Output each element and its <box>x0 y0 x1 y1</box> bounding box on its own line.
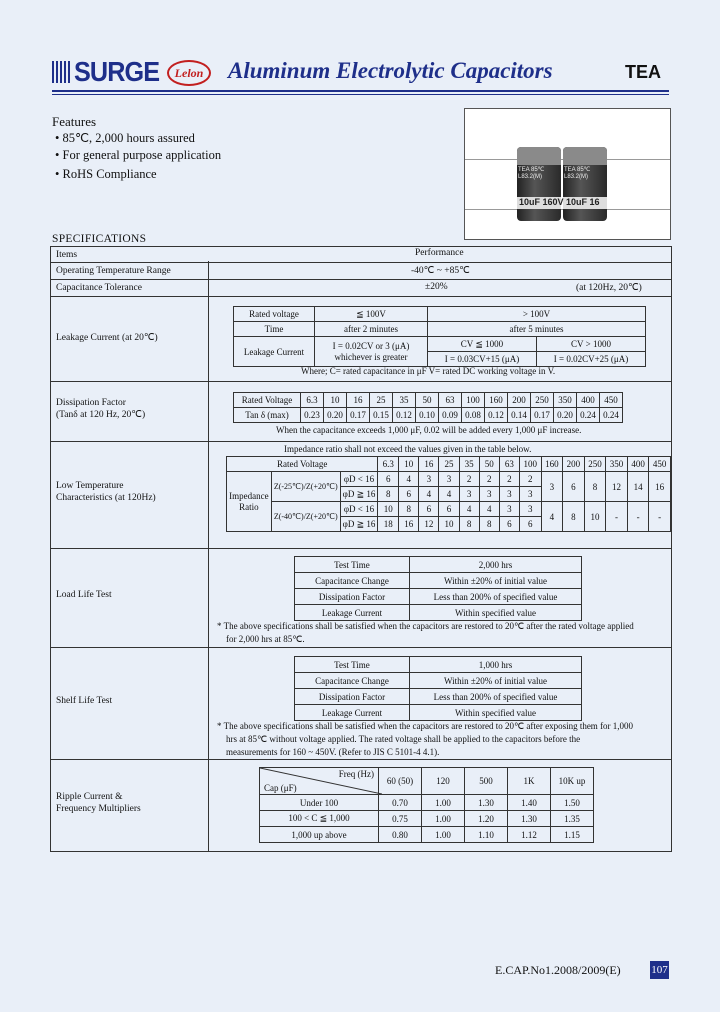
leakage-label: Leakage Current (at 20℃) <box>56 333 158 343</box>
table-cell: 0.08 <box>462 408 485 423</box>
table-cell: 10 <box>378 502 399 517</box>
cap-tol-condition: (at 120Hz, 20℃) <box>576 283 642 293</box>
load-life-note: * The above specifications shall be satisfied when the capacitors are restored to 20℃ after the rated voltage applied <box>217 621 634 631</box>
low-temp-label: Low Temperature <box>56 481 124 491</box>
shelf-life-table <box>294 656 582 721</box>
table-cell: 100 <box>462 393 485 408</box>
table-cell: - <box>606 502 628 532</box>
table-cell: 8 <box>399 502 419 517</box>
table-cell: Capacitance Change <box>295 573 410 589</box>
table-cell: 0.20 <box>554 408 577 423</box>
table-cell: 0.70 <box>379 795 422 811</box>
table-cell: 8 <box>479 517 499 532</box>
table-cell: - <box>649 502 671 532</box>
table-cell: 3 <box>519 487 541 502</box>
table-cell: 1.15 <box>551 827 594 843</box>
table-cell: 350 <box>606 457 628 472</box>
table-cell: 6 <box>378 472 399 487</box>
table-cell: 450 <box>600 393 623 408</box>
table-cell: 0.23 <box>301 408 324 423</box>
table-row <box>295 657 582 673</box>
table-cell: 2,000 hrs <box>410 557 582 573</box>
table-cell: 35 <box>459 457 479 472</box>
shelf-life-note: * The above specifications shall be satisfied when the capacitors are restored to 20℃ after exposing them for 1,000 <box>217 721 634 731</box>
table-cell: 0.12 <box>393 408 416 423</box>
table-cell: 1.10 <box>465 827 508 843</box>
table-cell: 1.12 <box>508 827 551 843</box>
shelf-life-note: measurements for 160 ~ 450V. (Refer to JIS C 5101-4 4.1). <box>226 747 440 757</box>
feature-item: • RoHS Compliance <box>55 167 157 181</box>
table-cell: Dissipation Factor <box>295 589 410 605</box>
table-cell: 1.00 <box>422 811 465 827</box>
table-cell: 2 <box>519 472 541 487</box>
table-cell: 18 <box>378 517 399 532</box>
capacitor-image: TEA 85℃ L83.2(M) <box>563 147 607 221</box>
table-cell: 350 <box>554 393 577 408</box>
table-cell: 1.30 <box>465 795 508 811</box>
table-cell: 6 <box>419 502 439 517</box>
col-items: Items <box>56 250 78 260</box>
table-cell: 63 <box>499 457 519 472</box>
low-temp-intro: Impedance ratio shall not exceed the values given in the table below. <box>284 444 532 454</box>
table-cell: 400 <box>577 393 600 408</box>
table-cell: 16 <box>649 472 671 502</box>
shelf-life-note: hrs at 85℃ without voltage applied. The rated voltage shall be applied to the capacitors before the <box>226 734 581 744</box>
lelon-logo: Lelon <box>167 60 211 86</box>
table-cell: 4 <box>399 472 419 487</box>
table-cell: 2 <box>459 472 479 487</box>
table-cell: 400 <box>627 457 649 472</box>
page-title: Aluminum Electrolytic Capacitors <box>228 58 553 83</box>
table-cell: Less than 200% of specified value <box>410 689 582 705</box>
table-cell: 100 < C ≦ 1,000 <box>260 811 379 827</box>
table-cell: 3 <box>541 472 563 502</box>
table-cell: 0.80 <box>379 827 422 843</box>
table-cell: Leakage Current <box>295 605 410 621</box>
leakage-table: Rated voltage ≦ 100V > 100V Time after 2 minutes after 5 minutes Leakage Current I = 0.02CV or 3 (μA) whichever is greater CV ≦ 1000 CV > 1000 I = 0.03CV+15 (μA) I = 0.02CV+25 (μA) <box>233 306 646 367</box>
spec-table <box>50 246 672 852</box>
table-cell: 1.20 <box>465 811 508 827</box>
table-cell: Leakage Current <box>295 705 410 721</box>
cap-tol-value: ±20% <box>425 282 448 292</box>
table-cell: Test Time <box>295 657 410 673</box>
table-cell: 0.14 <box>508 408 531 423</box>
table-cell: 6 <box>439 502 459 517</box>
table-cell: 12 <box>419 517 439 532</box>
table-cell: Under 100 <box>260 795 379 811</box>
table-cell: 2 <box>499 472 519 487</box>
load-life-note: for 2,000 hrs at 85℃. <box>226 634 305 644</box>
table-cell: 250 <box>531 393 554 408</box>
ripple-table: Freq (Hz) Cap (μF) 60 (50) 120 500 1K 10K up Under 100 0.70 1.00 1.30 1.40 1.50 100 < C ≦ 1,000 0.75 1.00 1.20 1.30 1.35 1,000 up above 0.80 1.00 1.10 1.12 1.15 <box>259 767 594 843</box>
table-cell: 6 <box>519 517 541 532</box>
table-cell: 16 <box>419 457 439 472</box>
table-cell: 0.10 <box>416 408 439 423</box>
table-cell: 1.30 <box>508 811 551 827</box>
table-cell: 8 <box>378 487 399 502</box>
table-row <box>295 557 582 573</box>
table-cell: 1,000 hrs <box>410 657 582 673</box>
table-cell: 160 <box>541 457 563 472</box>
table-cell: Less than 200% of specified value <box>410 589 582 605</box>
table-cell: 3 <box>499 502 519 517</box>
features-title: Features <box>52 114 97 129</box>
table-row <box>260 827 594 843</box>
feature-item: • For general purpose application <box>55 148 222 162</box>
table-cell: Dissipation Factor <box>295 689 410 705</box>
table-row <box>295 605 582 621</box>
brand-logo: SURGE <box>74 56 160 87</box>
dissipation-note: When the capacitance exceeds 1,000 μF, 0.02 will be added every 1,000 μF increase. <box>276 425 582 435</box>
table-cell: 25 <box>439 457 459 472</box>
table-cell: 1.35 <box>551 811 594 827</box>
table-cell: 0.17 <box>347 408 370 423</box>
table-cell: 1.50 <box>551 795 594 811</box>
table-cell: 0.17 <box>531 408 554 423</box>
table-cell: 12 <box>606 472 628 502</box>
col-performance: Performance <box>415 248 464 258</box>
table-cell: Within ±20% of initial value <box>410 573 582 589</box>
table-row <box>295 573 582 589</box>
table-row <box>295 673 582 689</box>
table-cell: 10K up <box>551 768 594 795</box>
table-cell: 100 <box>519 457 541 472</box>
table-cell: 6.3 <box>378 457 399 472</box>
table-cell: 500 <box>465 768 508 795</box>
table-cell: 0.24 <box>600 408 623 423</box>
table-row <box>260 795 594 811</box>
table-cell: 3 <box>419 472 439 487</box>
table-cell: 0.15 <box>370 408 393 423</box>
table-cell: 10 <box>399 457 419 472</box>
table-row <box>295 689 582 705</box>
table-cell: 200 <box>508 393 531 408</box>
shelf-life-label: Shelf Life Test <box>56 696 113 706</box>
table-cell: 14 <box>627 472 649 502</box>
product-photo <box>464 108 671 240</box>
table-cell: 6.3 <box>301 393 324 408</box>
specifications-title: SPECIFICATIONS <box>52 233 147 245</box>
page-number: 107 <box>650 961 669 979</box>
table-cell: 8 <box>563 502 585 532</box>
table-cell: Test Time <box>295 557 410 573</box>
table-cell: 8 <box>584 472 606 502</box>
table-cell: 0.20 <box>324 408 347 423</box>
table-cell: 35 <box>393 393 416 408</box>
low-temp-table: Rated Voltage 6.3 10 16 25 35 50 63 100 160 200 250 350 400 450 Impedance Ratio Z(-25℃)/Z(+20℃) φD < 16 6 4 3 3 2 2 2 2 3 6 8 12 14 16 φD ≧ 16 8 6 4 4 3 3 3 3 Z(-40℃)/Z(+20℃) φD < 16 10 8 6 6 4 4 3 3 4 8 10 - - - φD ≧ 16 18 16 12 10 8 8 6 6 <box>226 456 671 532</box>
table-cell: 0.75 <box>379 811 422 827</box>
table-cell: 200 <box>563 457 585 472</box>
leakage-note: Where; C= rated capacitance in μF V= rated DC working voltage in V. <box>301 366 556 376</box>
ripple-label: Ripple Current & <box>56 792 123 802</box>
table-cell: 10 <box>584 502 606 532</box>
catalog-number: E.CAP.No1.2008/2009(E) <box>495 963 621 977</box>
ripple-sublabel: Frequency Multipliers <box>56 804 141 814</box>
table-cell: 3 <box>439 472 459 487</box>
header-rule-thin <box>52 94 669 95</box>
table-cell: 0.12 <box>485 408 508 423</box>
header-rule <box>52 90 669 92</box>
table-cell: 1K <box>508 768 551 795</box>
table-cell: 6 <box>499 517 519 532</box>
table-row <box>260 811 594 827</box>
cap-tol-label: Capacitance Tolerance <box>56 283 142 293</box>
table-cell: Within ±20% of initial value <box>410 673 582 689</box>
brand-logo-bars <box>52 61 72 83</box>
dissipation-sublabel: (Tanδ at 120 Hz, 20℃) <box>56 410 146 420</box>
table-cell: 3 <box>519 502 541 517</box>
table-cell: 0.09 <box>439 408 462 423</box>
feature-item: • 85℃, 2,000 hours assured <box>55 131 195 145</box>
table-cell: 60 (50) <box>379 768 422 795</box>
table-cell: 450 <box>649 457 671 472</box>
table-cell: 10 <box>324 393 347 408</box>
dissipation-table: Rated Voltage 6.3 10 16 25 35 50 63 100 160 200 250 350 400 450 Tan δ (max) 0.23 0.20 0.17 0.15 0.12 0.10 0.09 0.08 0.12 0.14 0.17 0.20 0.24 0.24 <box>233 392 623 423</box>
table-cell: 120 <box>422 768 465 795</box>
table-cell: 4 <box>459 502 479 517</box>
table-cell: 0.24 <box>577 408 600 423</box>
table-cell: 50 <box>479 457 499 472</box>
table-cell: 4 <box>479 502 499 517</box>
capacitor-image: TEA 85℃ L83.2(M) <box>517 147 561 221</box>
table-cell: 1.40 <box>508 795 551 811</box>
op-temp-value: -40℃ ~ +85℃ <box>411 266 470 276</box>
table-cell: 250 <box>584 457 606 472</box>
table-cell: 1,000 up above <box>260 827 379 843</box>
table-cell: 3 <box>479 487 499 502</box>
op-temp-label: Operating Temperature Range <box>56 266 171 276</box>
table-cell: 25 <box>370 393 393 408</box>
table-cell: - <box>627 502 649 532</box>
table-cell: 1.00 <box>422 827 465 843</box>
table-cell: 10 <box>439 517 459 532</box>
table-cell: 6 <box>563 472 585 502</box>
dissipation-label: Dissipation Factor <box>56 398 126 408</box>
table-cell: 50 <box>416 393 439 408</box>
table-cell: 6 <box>399 487 419 502</box>
table-cell: Within specified value <box>410 605 582 621</box>
load-life-label: Load Life Test <box>56 590 112 600</box>
table-cell: 8 <box>459 517 479 532</box>
table-cell: Within specified value <box>410 705 582 721</box>
table-cell: 3 <box>459 487 479 502</box>
table-row <box>295 589 582 605</box>
low-temp-sublabel: Characteristics (at 120Hz) <box>56 493 156 503</box>
series-code: TEA <box>625 62 661 82</box>
table-cell: 160 <box>485 393 508 408</box>
table-cell: 4 <box>419 487 439 502</box>
table-cell: 1.00 <box>422 795 465 811</box>
table-row <box>295 705 582 721</box>
table-cell: 16 <box>347 393 370 408</box>
table-cell: Capacitance Change <box>295 673 410 689</box>
table-cell: 4 <box>439 487 459 502</box>
table-cell: 16 <box>399 517 419 532</box>
load-life-table <box>294 556 582 621</box>
table-cell: 4 <box>541 502 563 532</box>
table-cell: 3 <box>499 487 519 502</box>
table-cell: 63 <box>439 393 462 408</box>
sleeve-print: 10uF 160V 10uF 16 <box>519 197 600 207</box>
table-cell: 2 <box>479 472 499 487</box>
